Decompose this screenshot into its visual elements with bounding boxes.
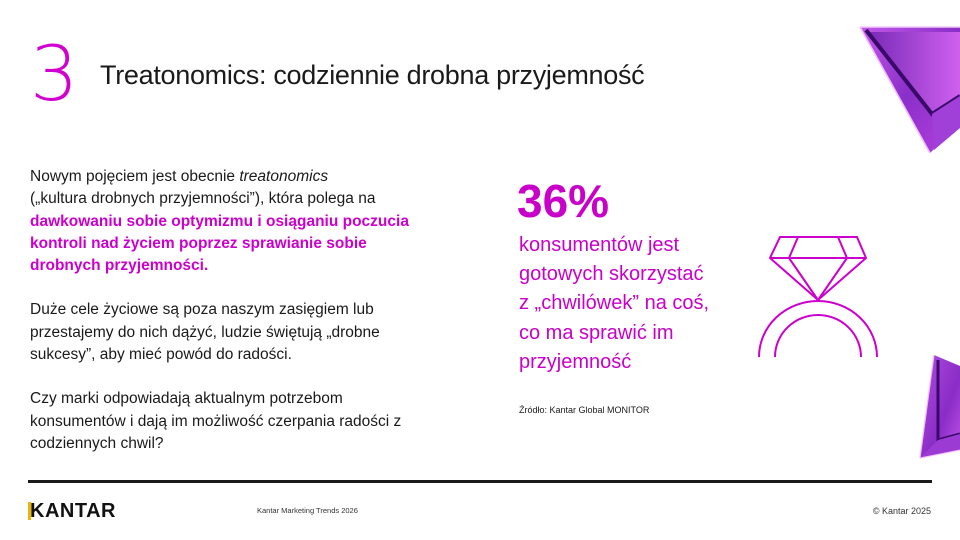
stat-description-line: przyjemność xyxy=(519,350,632,373)
purple-gem-top-icon xyxy=(858,24,960,156)
stat-description-line: co ma sprawić im xyxy=(519,321,674,344)
stat-description-line: gotowych skorzystać xyxy=(519,263,704,286)
stat-description-line: z „chwilówek” na coś, xyxy=(519,292,710,315)
source-note: Źródło: Kantar Global MONITOR xyxy=(519,405,650,415)
paragraph-1-intro: Nowym pojęciem jest obecnie xyxy=(30,168,240,185)
stat-description-line: konsumentów jest xyxy=(519,234,680,256)
kantar-logo xyxy=(28,500,116,522)
paragraph-2: Duże cele życiowe są poza naszym zasięgiem lub przestajemy do nich dążyć, ludzie świętują „drobne sukcesy”, aby mieć powód do radości. xyxy=(30,301,380,364)
paragraph-1-line2: („kultura drobnych przyjemności”), która polega na xyxy=(30,190,376,208)
footer-center-text: Kantar Marketing Trends 2026 xyxy=(257,506,358,515)
diamond-ring-icon xyxy=(755,232,885,362)
copyright: © Kantar 2025 xyxy=(872,506,931,516)
purple-gem-bottom-icon xyxy=(915,352,960,462)
treatonomics-term: treatonomics xyxy=(239,168,329,185)
paragraph-1 xyxy=(30,166,430,277)
stat-description xyxy=(519,231,749,377)
logo-text: KANTAR xyxy=(30,500,116,522)
stat-value: 36% xyxy=(517,175,610,227)
body-text xyxy=(30,166,430,477)
paragraph-1-highlight: dawkowaniu sobie optymizmu i osiąganiu poczucia kontroli nad życiem poprzez sprawianie sobie drobnych przyjemności. xyxy=(30,212,409,275)
footer-divider xyxy=(28,480,932,483)
slide-title: Treatonomics: codziennie drobna przyjemność xyxy=(100,60,645,90)
slide-number: 3 xyxy=(30,29,77,118)
paragraph-3: Czy marki odpowiadają aktualnym potrzebom konsumentów i dają im możliwość czerpania radości z codziennych chwil? xyxy=(30,390,402,452)
